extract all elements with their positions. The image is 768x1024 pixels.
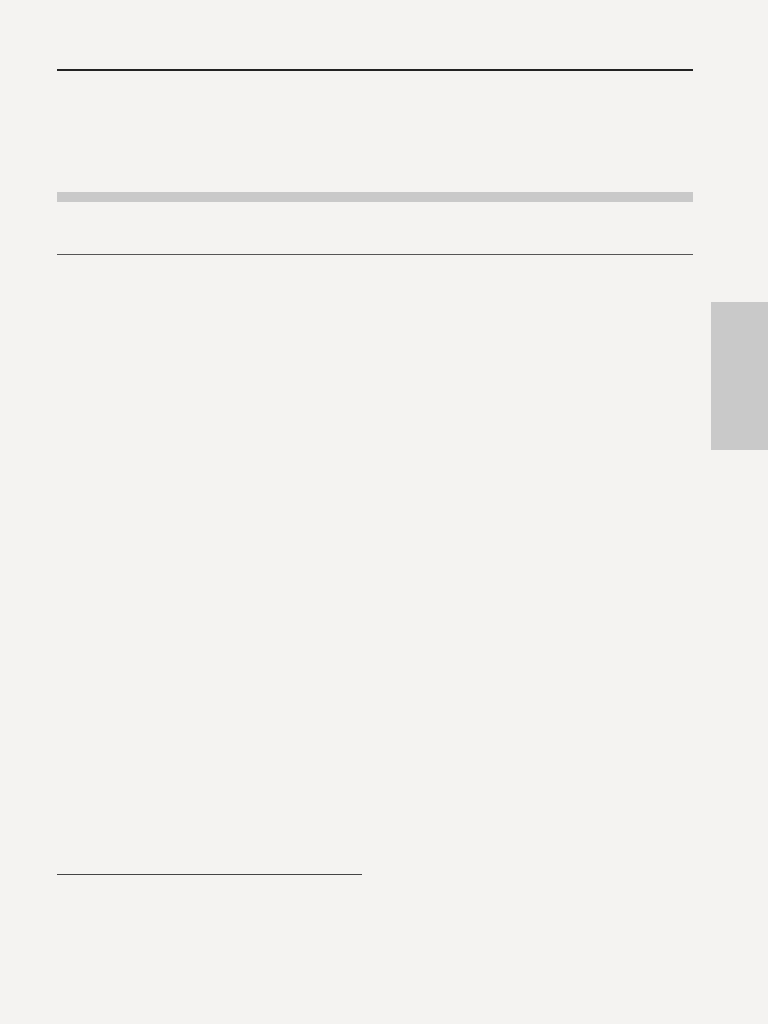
author-divider <box>57 254 693 255</box>
top-rule <box>57 69 693 71</box>
title-divider <box>57 192 693 202</box>
section-tab <box>711 302 768 450</box>
citation-divider <box>57 874 362 875</box>
